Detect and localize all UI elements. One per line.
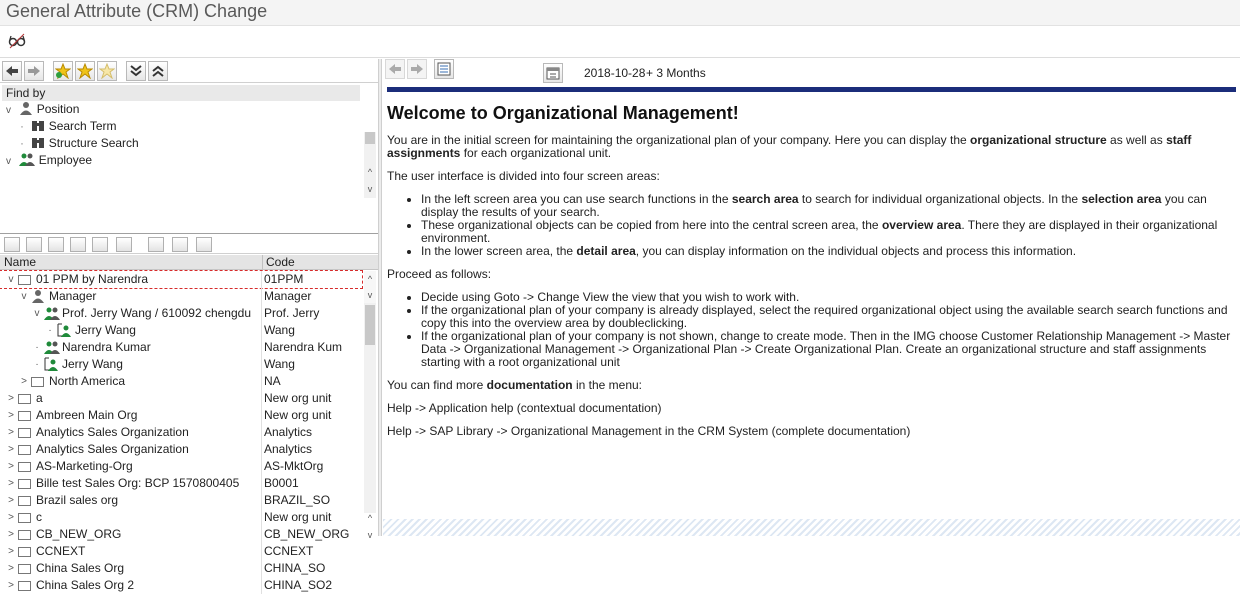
binoculars-icon[interactable] — [26, 237, 42, 252]
favorite-star-faded-icon[interactable] — [97, 61, 117, 81]
column-header-name[interactable]: Name — [4, 255, 37, 269]
window-title: General Attribute (CRM) Change — [0, 0, 1240, 26]
org-unit-icon — [18, 479, 31, 489]
findby-item-search-term[interactable]: · Search Term — [20, 119, 117, 133]
list-item: • If the organizational plan of your company is already displayed, select the required organizational object using the available search search functions and copy this into the overview area by doubleclicking. — [421, 304, 1237, 330]
row-name: Analytics Sales Organization — [36, 425, 189, 439]
row-name: Analytics Sales Organization — [36, 442, 189, 456]
grid-top-scroll[interactable] — [364, 271, 376, 303]
find-by-header: Find by — [2, 85, 360, 101]
row-name: c — [36, 510, 42, 524]
findby-item-label: Structure Search — [48, 136, 139, 150]
collapse-all-icon[interactable] — [148, 61, 168, 81]
chevron-down-icon[interactable]: v — [6, 105, 11, 116]
chevron-down-icon[interactable]: v — [367, 530, 373, 540]
chevron-down-icon[interactable]: v — [8, 274, 14, 285]
grid-header — [0, 255, 378, 270]
org-unit-icon — [18, 496, 31, 506]
chevron-right-icon[interactable]: > — [8, 546, 14, 557]
list-item — [421, 219, 1237, 245]
findby-item-position[interactable] — [6, 101, 79, 118]
chevron-down-icon[interactable]: v — [367, 290, 373, 300]
org-unit-icon — [18, 394, 31, 404]
chevron-down-icon[interactable]: v — [34, 308, 40, 319]
welcome-content — [387, 99, 1237, 448]
overview-icon[interactable] — [434, 59, 454, 79]
row-code: CHINA_SO — [261, 560, 361, 577]
bold-text: search area — [731, 192, 799, 206]
text: , you can display information on the individual objects and process this information. — [635, 244, 1077, 258]
org-unit-icon — [18, 428, 31, 438]
text: In the left screen area you can use search functions in the — [421, 192, 732, 206]
chevron-down-icon[interactable]: v — [6, 156, 11, 167]
row-code: AS-MktOrg — [261, 458, 361, 475]
row-name: Ambreen Main Org — [36, 408, 138, 422]
table-row[interactable] — [0, 322, 362, 339]
intro-paragraph — [387, 134, 1237, 160]
chevron-right-icon[interactable]: > — [8, 563, 14, 574]
list-item — [421, 193, 1237, 219]
back-arrow-icon[interactable] — [385, 59, 405, 79]
org-unit-icon — [18, 462, 31, 472]
header-accent-bar — [387, 87, 1236, 92]
table-row[interactable] — [0, 475, 362, 492]
text: you can display the results of your search. — [421, 192, 1207, 219]
table-row[interactable] — [0, 356, 362, 373]
row-code: Prof. Jerry — [261, 305, 361, 322]
row-name: Brazil sales org — [36, 493, 119, 507]
org-unit-icon — [18, 445, 31, 455]
add-favorite-icon[interactable] — [53, 61, 73, 81]
chevron-up-icon[interactable]: ^ — [367, 274, 373, 284]
left-pane — [0, 59, 378, 592]
bold-text: staff assignments — [387, 133, 1192, 160]
row-name: Bille test Sales Org: BCP 1570800405 — [36, 476, 240, 490]
right-toolbar — [383, 59, 1240, 87]
row-name: Jerry Wang — [62, 357, 123, 371]
table-row[interactable] — [0, 407, 362, 424]
pane-splitter[interactable] — [378, 59, 382, 536]
table-view-icon[interactable] — [4, 237, 20, 252]
glasses-icon[interactable] — [7, 31, 27, 54]
text: for each organizational unit. — [460, 146, 612, 160]
forward-arrow-icon[interactable] — [24, 61, 44, 81]
row-name: Manager — [49, 289, 97, 303]
chevron-right-icon[interactable]: > — [8, 495, 14, 506]
row-code: Wang — [261, 356, 361, 373]
findby-item-label: Position — [36, 102, 80, 116]
bold-text: detail area — [576, 244, 636, 258]
text: in the menu: — [572, 378, 642, 392]
right-pane — [383, 59, 1240, 536]
layout-icon[interactable] — [196, 237, 212, 252]
org-unit-icon — [18, 547, 31, 557]
help-sap-library: Help -> SAP Library -> Organizational Management in the CRM System (complete documentation) — [387, 424, 911, 438]
row-name: North America — [49, 374, 126, 388]
deselect-icon[interactable] — [92, 237, 108, 252]
findby-item-label: Employee — [38, 153, 93, 167]
org-unit-icon — [18, 581, 31, 591]
selection-grid — [0, 255, 378, 592]
list-item — [421, 245, 1237, 258]
areas-paragraph: The user interface is divided into four screen areas: — [387, 169, 660, 183]
chevron-right-icon[interactable]: > — [8, 461, 14, 472]
column-header-code[interactable]: Code — [262, 255, 362, 270]
text: to search for individual organizational objects. In the — [798, 192, 1082, 206]
calendar-icon[interactable] — [543, 63, 563, 83]
row-code: CB_NEW_ORG — [261, 526, 361, 543]
table-row[interactable] — [0, 288, 362, 305]
row-code: CCNEXT — [261, 543, 361, 560]
chevron-right-icon[interactable]: > — [8, 427, 14, 438]
table-row[interactable] — [0, 577, 362, 594]
row-code: CHINA_SO2 — [261, 577, 361, 594]
table-row[interactable] — [0, 492, 362, 509]
list-item: • Decide using Goto -> Change View the view that you wish to work with. — [421, 291, 1237, 304]
tree-leaf-dot-icon: · — [35, 342, 39, 353]
row-code: Analytics — [261, 441, 361, 458]
row-code: B0001 — [261, 475, 361, 492]
row-name: Jerry Wang — [75, 323, 136, 337]
back-arrow-icon[interactable] — [2, 61, 22, 81]
chevron-right-icon[interactable]: > — [8, 580, 14, 591]
columns-icon[interactable] — [172, 237, 188, 252]
table-row[interactable] — [0, 458, 362, 475]
text: These organizational objects can be copied from here into the central screen area, the — [421, 218, 882, 232]
findby-item-structure-search[interactable]: · Structure Search — [20, 136, 139, 150]
find-next-icon[interactable] — [48, 237, 64, 252]
bold-text: selection area — [1081, 192, 1162, 206]
binoculars-icon — [31, 118, 45, 132]
find-by-panel — [0, 84, 378, 234]
row-name: CB_NEW_ORG — [36, 527, 122, 541]
steps-list — [387, 291, 1237, 369]
headset-icon[interactable] — [148, 237, 164, 252]
table-row[interactable] — [0, 509, 362, 526]
org-unit-icon — [18, 275, 31, 285]
forward-arrow-icon[interactable] — [407, 59, 427, 79]
chevron-right-icon[interactable]: > — [8, 529, 14, 540]
expand-all-icon[interactable] — [126, 61, 146, 81]
chevron-down-icon[interactable]: v — [367, 184, 373, 194]
binoculars-icon — [31, 135, 45, 149]
table-row[interactable] — [0, 560, 362, 577]
tree-leaf-dot-icon: · — [48, 325, 52, 336]
favorite-star-icon[interactable] — [75, 61, 95, 81]
findby-item-employee[interactable] — [6, 152, 92, 169]
select-all-icon[interactable] — [70, 237, 86, 252]
table-row[interactable] — [0, 373, 362, 390]
proceed-paragraph: Proceed as follows: — [387, 267, 492, 281]
tree-toolbar — [0, 236, 378, 254]
welcome-title: Welcome to Organizational Management! — [387, 103, 739, 123]
chevron-right-icon[interactable]: > — [8, 444, 14, 455]
bold-text: documentation — [486, 378, 573, 392]
chevron-right-icon[interactable]: > — [8, 410, 14, 421]
grid-scrollbar[interactable] — [364, 303, 376, 513]
app-toolbar — [0, 26, 1240, 58]
key-date[interactable]: 2018-10-28 — [584, 66, 646, 80]
text: In the lower screen area, the — [421, 244, 577, 258]
row-code: Analytics — [261, 424, 361, 441]
chevron-right-icon[interactable]: > — [21, 376, 27, 387]
row-name: China Sales Org 2 — [36, 578, 135, 592]
table-row[interactable] — [0, 526, 362, 543]
row-name: CCNEXT — [36, 544, 86, 558]
text: You can find more — [387, 378, 487, 392]
text: You are in the initial screen for maintaining the organizational plan of your company. Here you can display the — [387, 133, 971, 147]
table-row[interactable] — [0, 390, 362, 407]
table-row[interactable] — [0, 271, 362, 288]
text: as well as — [1106, 133, 1167, 147]
list-item: • If the organizational plan of your company is not shown, change to create mode. Then in the IMG choose Customer Relationship Management -> Master Data -> Organizational Management -> Organizational Plan -> Create Organizational Plan. Create an organizational structure and staff assignments starting with a root organizational unit — [421, 330, 1237, 369]
org-unit-icon — [31, 377, 44, 387]
preview-period[interactable]: + 3 Months — [646, 66, 706, 80]
row-name: 01 PPM by Narendra — [36, 272, 149, 286]
row-code: BRAZIL_SO — [261, 492, 361, 509]
employee-icon — [19, 152, 35, 166]
chevron-down-icon[interactable]: v — [21, 291, 27, 302]
left-nav-toolbar — [0, 59, 378, 83]
row-name: Prof. Jerry Wang / 610092 chengdu — [62, 306, 251, 320]
help-application: Help -> Application help (contextual documentation) — [387, 401, 662, 415]
row-name: a — [36, 391, 43, 405]
row-name: AS-Marketing-Org — [36, 459, 133, 473]
row-code: Manager — [261, 288, 361, 305]
row-code: New org unit — [261, 407, 361, 424]
table-row[interactable] — [0, 441, 362, 458]
chevron-right-icon[interactable]: > — [8, 393, 14, 404]
detail-area-placeholder — [383, 519, 1240, 536]
chevron-up-icon[interactable]: ^ — [367, 167, 373, 177]
table-row[interactable] — [0, 543, 362, 560]
row-code: New org unit — [261, 390, 361, 407]
text: . There they are displayed in their organizational environment. — [421, 218, 1218, 245]
table-row[interactable] — [0, 424, 362, 441]
row-name: Narendra Kumar — [62, 340, 151, 354]
bold-text: organizational structure — [970, 133, 1107, 147]
table-row[interactable] — [0, 339, 362, 356]
org-unit-icon — [18, 530, 31, 540]
documentation-paragraph — [387, 379, 1237, 392]
chevron-right-icon[interactable]: > — [8, 512, 14, 523]
refresh-icon[interactable] — [116, 237, 132, 252]
bold-text: overview area — [881, 218, 962, 232]
org-unit-icon — [18, 513, 31, 523]
chevron-right-icon[interactable]: > — [8, 478, 14, 489]
tree-leaf-dot-icon: · — [35, 359, 39, 370]
areas-list — [387, 193, 1237, 258]
row-code: Wang — [261, 322, 361, 339]
row-code: NA — [261, 373, 361, 390]
person-icon — [19, 101, 33, 115]
row-code: 01PPM — [261, 271, 361, 288]
findby-item-label: Search Term — [48, 119, 117, 133]
org-unit-icon — [18, 411, 31, 421]
org-unit-icon — [18, 564, 31, 574]
row-name: China Sales Org — [36, 561, 125, 575]
table-row[interactable] — [0, 305, 362, 322]
chevron-up-icon[interactable]: ^ — [367, 513, 373, 523]
row-code: Narendra Kum — [261, 339, 361, 356]
row-code: New org unit — [261, 509, 361, 526]
